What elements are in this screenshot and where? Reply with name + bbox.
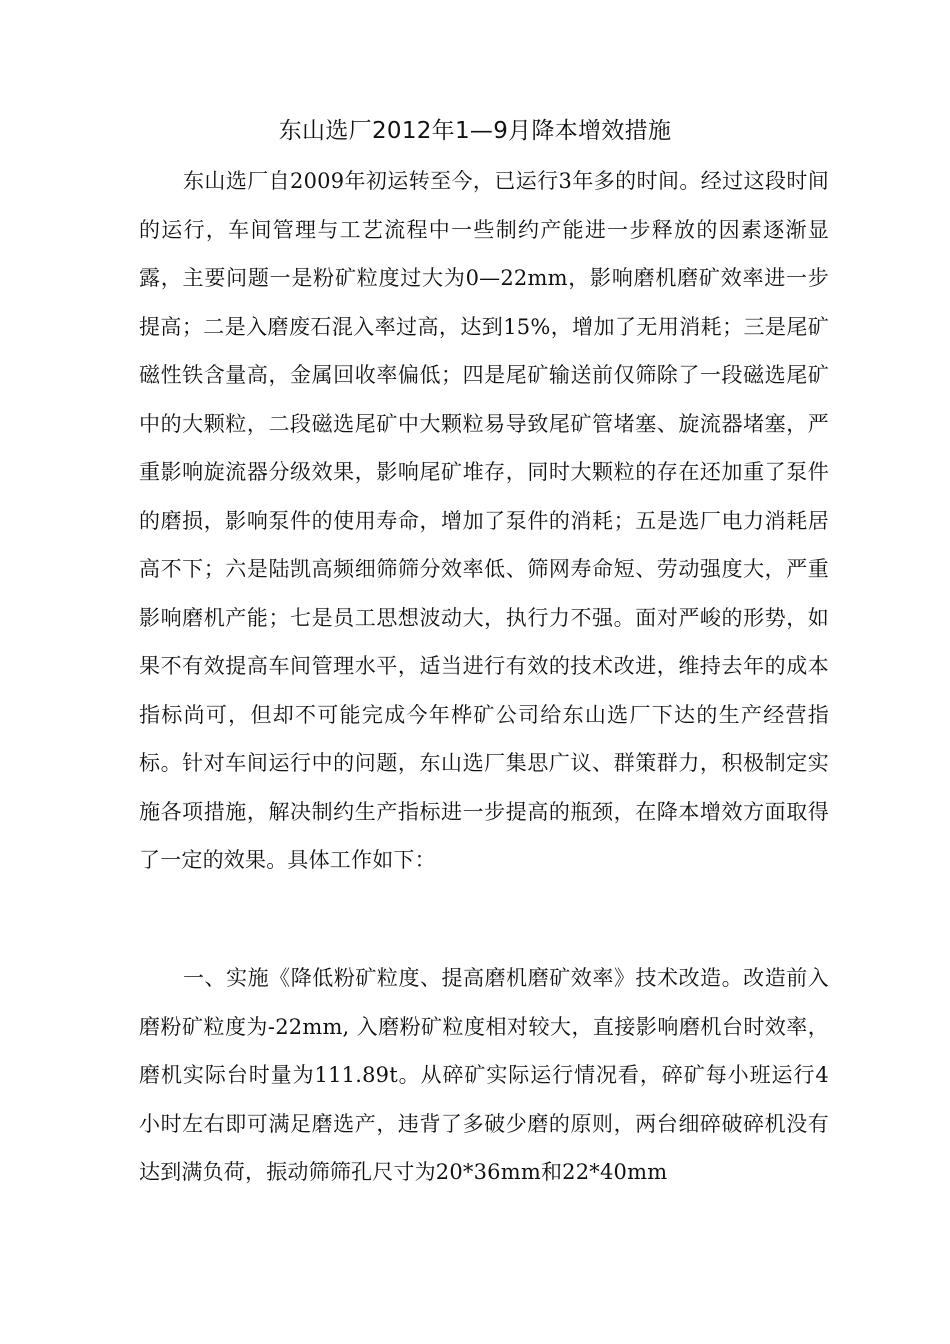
- paragraph-measure-one: 一、实施《降低粉矿粒度、提高磨机磨矿效率》技术改造。改造前入磨粉矿粒度为-22mm, 入磨粉矿粒度相对较大，直接影响磨机台时效率，磨机实际台时量为111.89t。从碎矿实际运行情况看，碎矿每小班运行4小时左右即可满足磨选产，违背了多破少磨的原则，两台细碎破碎机没有达到满负荷，振动筛筛孔尺寸为20*36mm和22*40mm: [139, 966, 829, 1184]
- paragraph-intro: 东山选厂自2009年初运转至今，已运行3年多的时间。经过这段时间的运行，车间管理与工艺流程中一些制约产能进一步释放的因素逐渐显露，主要问题一是粉矿粒度过大为0—22mm，影响磨机磨矿效率进一步提高；二是入磨废石混入率过高，达到15%，增加了无用消耗；三是尾矿磁性铁含量高，金属回收率偏低；四是尾矿输送前仅筛除了一段磁选尾矿中的大颗粒，二段磁选尾矿中大颗粒易导致尾矿管堵塞、旋流器堵塞，严重影响旋流器分级效果，影响尾矿堆存，同时大颗粒的存在还加重了泵件的磨损，影响泵件的使用寿命，增加了泵件的消耗；五是选厂电力消耗居高不下；六是陆凯高频细筛筛分效率低、筛网寿命短、劳动强度大，严重影响磨机产能；七是员工思想波动大，执行力不强。面对严峻的形势，如果不有效提高车间管理水平，适当进行有效的技术改进，维持去年的成本指标尚可，但却不可能完成今年桦矿公司给东山选厂下达的生产经营指标。针对车间运行中的问题，东山选厂集思广议、群策群力，积极制定实施各项措施，解决制约生产指标进一步提高的瓶颈，在降本增效方面取得了一定的效果。具体工作如下：: [139, 169, 829, 872]
- document-title: 东山选厂2012年1—9月降本增效措施: [278, 118, 672, 144]
